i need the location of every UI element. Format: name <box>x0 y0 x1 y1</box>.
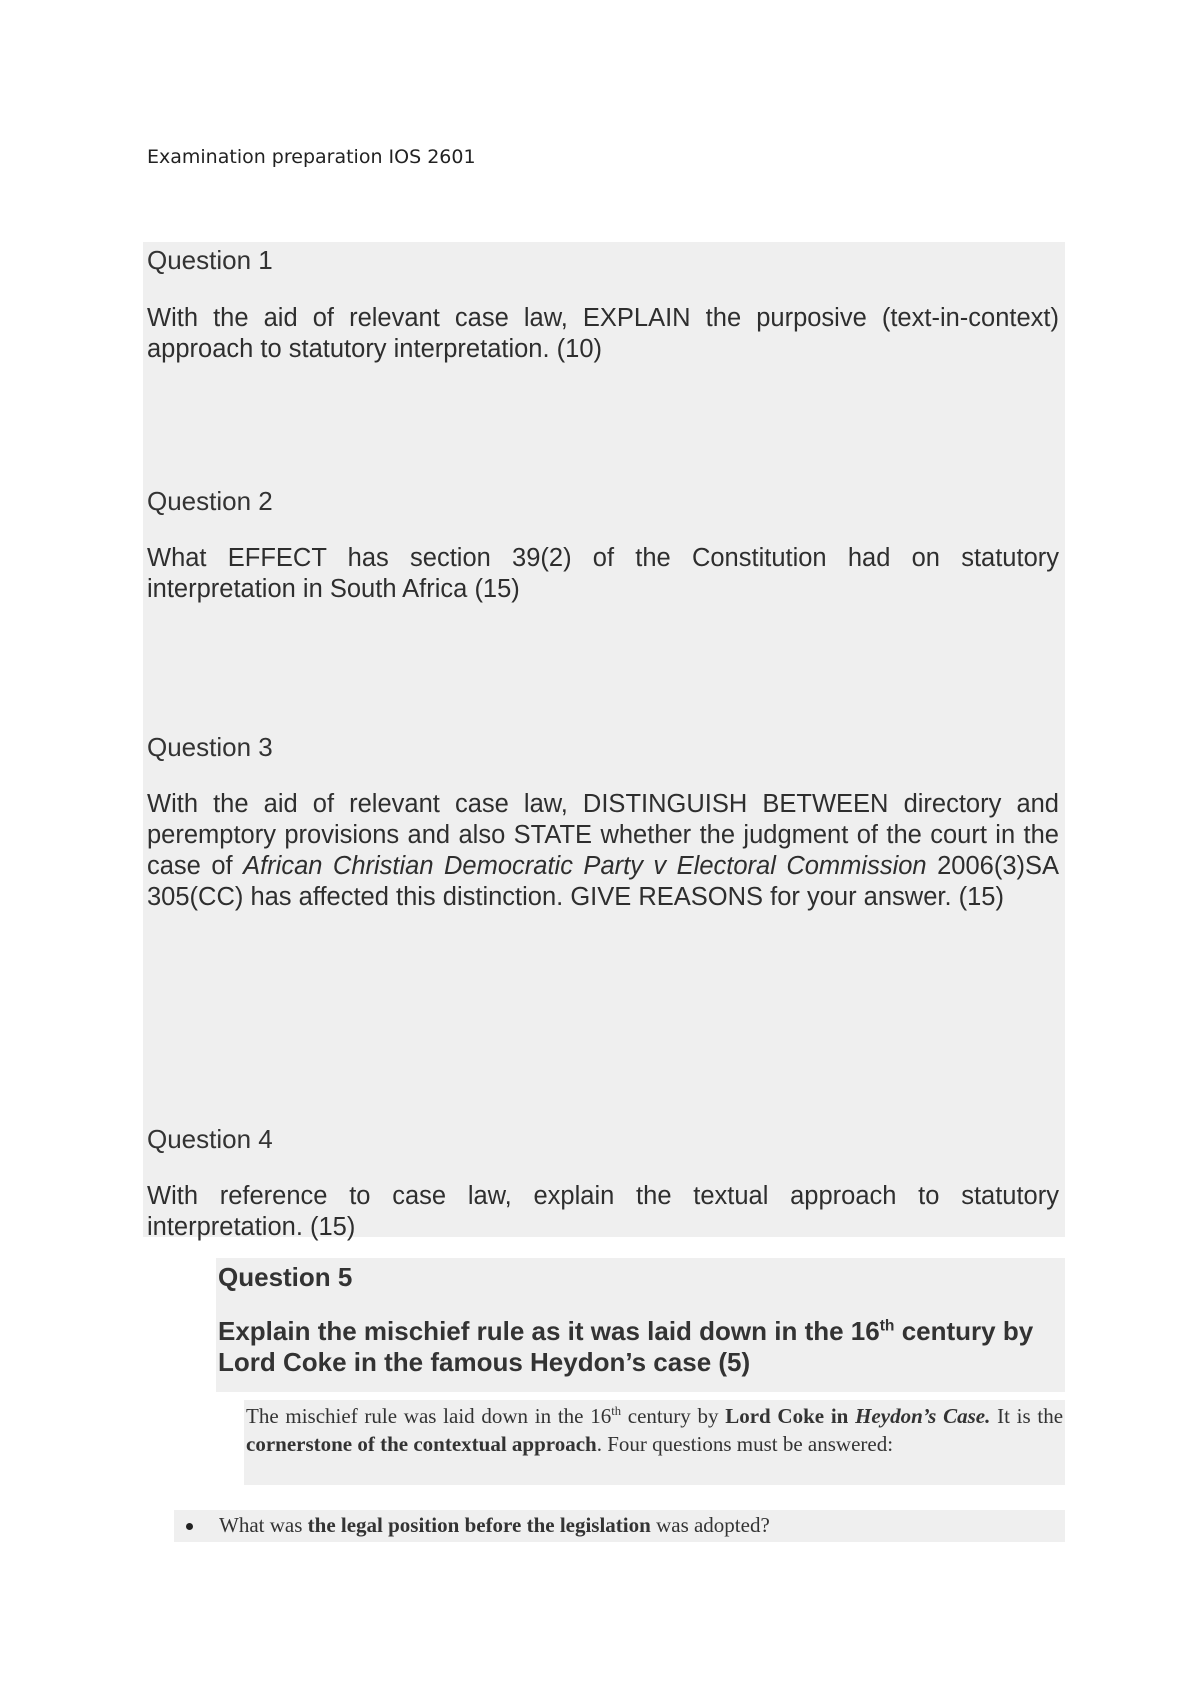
question-1-text: With the aid of relevant case law, EXPLAIN the purposive (text-in-context) approach to statutory interpretation. (10) <box>147 304 1059 363</box>
question-5-superscript: th <box>879 1317 895 1335</box>
question-4-heading: Question 4 <box>147 1124 273 1154</box>
question-2-heading: Question 2 <box>147 486 273 516</box>
answer-italic-bold: Heydon’s Case. <box>855 1404 991 1428</box>
answer-p3: It is the <box>997 1404 1064 1428</box>
answer-bold2: cornerstone of the contextual approach <box>246 1432 597 1456</box>
question-5-text-part2: century by Lord Coke in the famous Heydon’s case (5) <box>218 1316 1034 1377</box>
bullet-prefix: What was <box>219 1513 303 1537</box>
answer-bold1: Lord Coke in <box>725 1404 849 1428</box>
answer-p2: century by <box>627 1404 719 1428</box>
answer-sup: th <box>611 1404 622 1418</box>
answer-p1: The mischief rule was laid down in the 16 <box>246 1404 612 1428</box>
question-3-text-after-case: 2006(3)SA 305(CC) has affected this distinction. GIVE REASONS for your answer. (15) <box>147 852 1060 911</box>
question-3-text <box>147 789 1059 913</box>
answer-block <box>244 1400 1065 1485</box>
question-3-heading: Question 3 <box>147 732 273 762</box>
question-3-case-name: African Christian Democratic Party v Electoral Commission <box>243 852 927 880</box>
questions-block <box>143 242 1065 1241</box>
bullet-icon <box>186 1523 193 1530</box>
question-3-text-before-case: With the aid of relevant case law, DISTINGUISH BETWEEN directory and peremptory provisions and also STATE whether the judgment of the court in the case of <box>147 790 1059 880</box>
question-4-text: With reference to case law, explain the textual approach to statutory interpretation. (15) <box>147 1182 1059 1241</box>
answer-p4: . Four questions must be answered: <box>596 1432 894 1456</box>
question-5-text-part1: Explain the mischief rule as it was laid down in the 16 <box>218 1316 880 1346</box>
document-title: Examination preparation IOS 2601 <box>147 146 476 168</box>
question-2-text: What EFFECT has section 39(2) of the Constitution had on statutory interpretation in South Africa (15) <box>147 544 1059 603</box>
question-1-heading: Question 1 <box>147 245 273 275</box>
bullet-bold: the legal position before the legislation <box>307 1513 651 1537</box>
bullet-item <box>219 1510 770 1540</box>
bullet-suffix: was adopted? <box>656 1513 770 1537</box>
question-5-heading: Question 5 <box>218 1262 353 1292</box>
question-5-block <box>216 1258 1065 1392</box>
question-5-text <box>218 1316 1063 1378</box>
answer-paragraph <box>244 1400 1065 1458</box>
